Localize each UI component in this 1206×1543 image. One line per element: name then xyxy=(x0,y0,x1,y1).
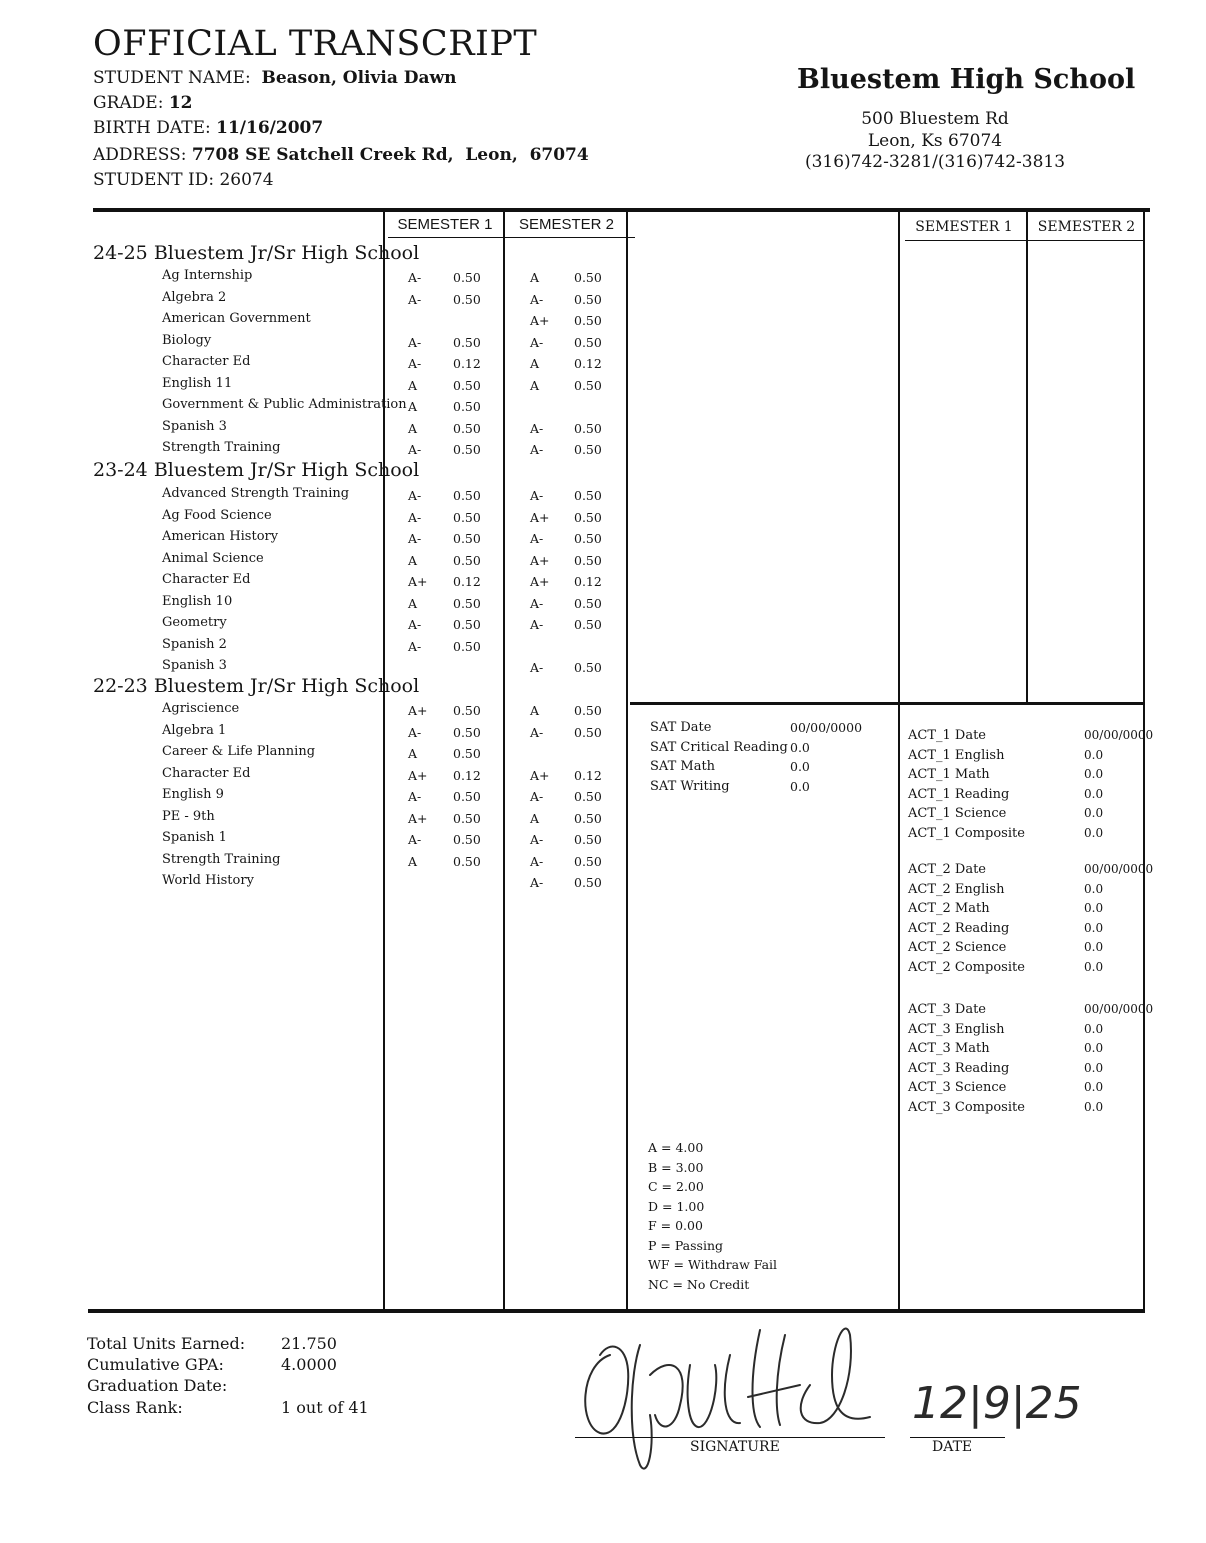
sem2-credit: 0.50 xyxy=(574,488,602,503)
sem2-grade: A- xyxy=(530,853,544,869)
sem2-credit: 0.50 xyxy=(574,595,602,611)
course-name: Character Ed xyxy=(162,572,251,587)
sem2-credit: 0.12 xyxy=(574,574,602,589)
act-value: 0.0 xyxy=(1084,881,1104,896)
date-line xyxy=(910,1437,1005,1438)
birth-date-label: BIRTH DATE: xyxy=(93,118,211,138)
sem2-grade: A- xyxy=(530,531,544,546)
sem1-credit: 0.12 xyxy=(453,574,481,589)
sem2-grade: A xyxy=(530,810,540,826)
sem2-credit: 0.50 xyxy=(574,442,602,457)
sem2-grade: A- xyxy=(530,488,544,503)
sem2-grade: A+ xyxy=(530,574,550,589)
school-name: Bluestem High School xyxy=(797,64,1136,95)
sem2-grade: A- xyxy=(530,875,544,890)
course-name: Biology xyxy=(162,332,212,348)
sem1-credit: 0.50 xyxy=(453,488,481,503)
address-value: 7708 SE Satchell Creek Rd, Leon, 67074 xyxy=(191,145,589,165)
act-value: 0.0 xyxy=(1084,1041,1104,1056)
sat-label: SAT Math xyxy=(650,759,716,774)
handwritten-signature xyxy=(570,1315,890,1490)
sem1-grade: A- xyxy=(408,789,422,804)
course-name: Spanish 2 xyxy=(162,636,227,652)
sem1-credit: 0.50 xyxy=(453,789,481,804)
sem1-credit: 0.50 xyxy=(453,552,481,568)
right-semester-header-rule xyxy=(905,240,1145,241)
table-top-rule xyxy=(93,208,1150,212)
tests-top-rule xyxy=(630,702,1145,705)
sem1-grade: A- xyxy=(408,531,422,546)
sem1-credit: 0.50 xyxy=(453,377,481,393)
sem1-grade: A+ xyxy=(408,703,428,718)
student-name-line xyxy=(93,68,457,88)
sem2-grade: A- xyxy=(530,832,544,847)
sat-value: 0.0 xyxy=(790,778,810,794)
sem2-credit: 0.50 xyxy=(574,377,602,393)
sem2-credit: 0.50 xyxy=(574,724,602,740)
sem1-grade: A- xyxy=(408,291,422,307)
sem1-grade: A xyxy=(408,399,418,414)
right-semester-1-header: SEMESTER 1 xyxy=(915,219,1013,235)
course-name: Geometry xyxy=(162,615,227,630)
sem1-grade: A- xyxy=(408,724,422,740)
sem2-grade: A- xyxy=(530,617,544,632)
student-id-label: STUDENT ID: xyxy=(93,170,215,190)
sem2-grade: A+ xyxy=(530,313,550,328)
sem1-grade: A- xyxy=(408,356,422,371)
address-line xyxy=(93,145,589,165)
school-year-heading: 22-23 Bluestem Jr/Sr High School xyxy=(93,675,420,697)
act-value: 00/00/0000 xyxy=(1084,1002,1154,1016)
sem1-credit: 0.50 xyxy=(453,724,481,740)
course-name: English 9 xyxy=(162,787,224,802)
grade-key-entry: P = Passing xyxy=(648,1237,724,1253)
course-name: Spanish 1 xyxy=(162,830,227,845)
right-semester-2-header: SEMESTER 2 xyxy=(1037,219,1136,235)
act-label: ACT_3 Science xyxy=(908,1080,1007,1096)
sem1-credit: 0.50 xyxy=(453,595,481,611)
sem2-grade: A- xyxy=(530,420,544,436)
school-street: 500 Bluestem Rd xyxy=(861,109,1009,129)
semester-header-rule xyxy=(388,237,635,238)
act-label: ACT_1 Science xyxy=(908,806,1007,822)
act-label: ACT_1 Math xyxy=(908,767,990,783)
course-name: Character Ed xyxy=(162,765,251,781)
sem1-credit: 0.50 xyxy=(453,420,481,436)
act-label: ACT_3 Composite xyxy=(908,1100,1025,1115)
sem2-credit: 0.50 xyxy=(574,270,602,285)
student-id-value: 26074 xyxy=(219,170,274,190)
semester-2-header: SEMESTER 2 xyxy=(518,216,615,233)
sem2-grade: A xyxy=(530,356,540,371)
course-name: Advanced Strength Training xyxy=(162,486,350,501)
act-label: ACT_3 Math xyxy=(908,1041,990,1057)
act-value: 0.0 xyxy=(1084,767,1104,782)
sat-value: 0.0 xyxy=(790,739,810,755)
course-name: Spanish 3 xyxy=(162,658,227,673)
total-units-label: Total Units Earned: xyxy=(87,1334,246,1353)
sem1-credit: 0.50 xyxy=(453,509,481,525)
course-name: Character Ed xyxy=(162,354,251,369)
sem2-grade: A- xyxy=(530,660,544,675)
sem2-credit: 0.50 xyxy=(574,531,602,546)
act-label: ACT_2 English xyxy=(908,881,1005,897)
sem1-credit: 0.12 xyxy=(453,356,481,371)
act-value: 00/00/0000 xyxy=(1084,862,1154,876)
sem1-credit: 0.50 xyxy=(453,334,481,350)
col-divider-5 xyxy=(1026,212,1028,702)
act-value: 0.0 xyxy=(1084,1080,1104,1095)
course-name: American History xyxy=(162,529,279,544)
col-divider-2 xyxy=(503,212,505,1311)
class-rank-value: 1 out of 41 xyxy=(281,1398,369,1417)
sem2-grade: A- xyxy=(530,789,544,804)
act-value: 0.0 xyxy=(1084,806,1104,821)
sem1-credit: 0.50 xyxy=(453,270,481,285)
gpa-value: 4.0000 xyxy=(281,1355,337,1374)
act-label: ACT_2 Date xyxy=(908,862,986,877)
act-value: 0.0 xyxy=(1084,901,1104,916)
act-label: ACT_2 Science xyxy=(908,940,1007,956)
school-year-heading: 23-24 Bluestem Jr/Sr High School xyxy=(93,459,420,481)
course-name: Animal Science xyxy=(162,550,264,566)
sem1-credit: 0.50 xyxy=(453,638,481,654)
signature-line xyxy=(575,1437,885,1438)
sem2-grade: A xyxy=(530,377,540,393)
class-rank-label: Class Rank: xyxy=(87,1398,183,1417)
act-label: ACT_3 Date xyxy=(908,1002,986,1017)
sem2-credit: 0.50 xyxy=(574,509,602,525)
act-value: 00/00/0000 xyxy=(1084,728,1154,742)
act-value: 0.0 xyxy=(1084,1100,1104,1114)
sem1-grade: A- xyxy=(408,334,422,350)
act-label: ACT_1 Composite xyxy=(908,826,1025,841)
sem2-credit: 0.50 xyxy=(574,313,602,328)
act-label: ACT_2 Composite xyxy=(908,960,1025,975)
sem1-grade: A- xyxy=(408,832,422,847)
course-name: Strength Training xyxy=(162,440,281,455)
col-divider-3 xyxy=(626,212,628,1311)
sem1-grade: A xyxy=(408,853,418,869)
col-divider-6 xyxy=(1143,212,1145,1311)
act-value: 0.0 xyxy=(1084,747,1104,762)
sem2-grade: A xyxy=(530,270,540,285)
grade-line xyxy=(93,93,193,113)
sem1-credit: 0.50 xyxy=(453,617,481,632)
sem2-credit: 0.50 xyxy=(574,617,602,632)
sem2-credit: 0.50 xyxy=(574,875,602,890)
col-divider-4 xyxy=(898,212,900,1311)
act-value: 0.0 xyxy=(1084,960,1104,974)
sat-label: SAT Writing xyxy=(650,778,730,794)
sat-value: 00/00/0000 xyxy=(790,720,863,735)
sem1-credit: 0.50 xyxy=(453,531,481,546)
sem2-grade: A- xyxy=(530,442,544,457)
grade-key-entry: A = 4.00 xyxy=(648,1140,704,1155)
sat-label: SAT Date xyxy=(650,720,712,735)
grade-key-entry: NC = No Credit xyxy=(648,1276,750,1292)
col-divider-1 xyxy=(383,212,385,1311)
sem2-grade: A- xyxy=(530,724,544,740)
sem2-credit: 0.50 xyxy=(574,789,602,804)
sem2-credit: 0.50 xyxy=(574,703,602,718)
sem1-grade: A xyxy=(408,377,418,393)
sem2-credit: 0.12 xyxy=(574,356,602,371)
course-name: English 11 xyxy=(162,375,233,391)
date-label: DATE xyxy=(932,1439,973,1455)
act-label: ACT_2 Reading xyxy=(908,920,1010,936)
course-name: Algebra 2 xyxy=(162,289,227,305)
sem1-credit: 0.50 xyxy=(453,442,481,457)
gpa-label: Cumulative GPA: xyxy=(87,1355,224,1374)
course-name: Government & Public Administration xyxy=(162,397,407,412)
act-label: ACT_3 Reading xyxy=(908,1060,1010,1076)
address-label: ADDRESS: xyxy=(93,145,187,165)
course-name: English 10 xyxy=(162,593,233,609)
act-label: ACT_1 English xyxy=(908,747,1005,763)
sem2-grade: A xyxy=(530,703,540,718)
act-label: ACT_1 Date xyxy=(908,728,986,743)
sem1-grade: A- xyxy=(408,442,422,457)
grade-key-entry: C = 2.00 xyxy=(648,1179,704,1194)
act-value: 0.0 xyxy=(1084,1060,1104,1075)
sem2-credit: 0.50 xyxy=(574,291,602,307)
sem2-grade: A+ xyxy=(530,552,550,568)
signature-label: SIGNATURE xyxy=(690,1439,780,1455)
grade-value: 12 xyxy=(168,93,193,113)
sem2-credit: 0.50 xyxy=(574,334,602,350)
handwritten-date: 12|9|25 xyxy=(912,1378,1082,1429)
sem1-grade: A- xyxy=(408,509,422,525)
sem1-credit: 0.12 xyxy=(453,767,481,783)
sem1-grade: A xyxy=(408,552,418,568)
act-value: 0.0 xyxy=(1084,920,1104,935)
sem1-grade: A+ xyxy=(408,767,428,783)
school-year-heading: 24-25 Bluestem Jr/Sr High School xyxy=(93,242,420,264)
sem1-grade: A- xyxy=(408,270,422,285)
grade-key-entry: F = 0.00 xyxy=(648,1218,703,1233)
sem1-credit: 0.50 xyxy=(453,291,481,307)
table-bottom-rule xyxy=(88,1309,1145,1313)
act-value: 0.0 xyxy=(1084,940,1104,955)
act-label: ACT_2 Math xyxy=(908,901,990,917)
sem2-credit: 0.50 xyxy=(574,552,602,568)
course-name: Agriscience xyxy=(162,701,240,716)
course-name: Spanish 3 xyxy=(162,418,227,434)
sem1-credit: 0.50 xyxy=(453,746,481,761)
sem2-credit: 0.50 xyxy=(574,420,602,436)
total-units-value: 21.750 xyxy=(281,1334,337,1353)
course-name: World History xyxy=(162,873,254,888)
sat-value: 0.0 xyxy=(790,759,810,774)
course-name: Career & Life Planning xyxy=(162,744,316,759)
birth-date-value: 11/16/2007 xyxy=(216,118,324,138)
course-name: PE - 9th xyxy=(162,808,215,824)
student-name: Beason, Olivia Dawn xyxy=(261,68,457,88)
birth-date-line xyxy=(93,118,323,138)
grade-key-entry: WF = Withdraw Fail xyxy=(648,1257,778,1272)
grade-label: GRADE: xyxy=(93,93,164,113)
sem2-credit: 0.50 xyxy=(574,832,602,847)
act-label: ACT_3 English xyxy=(908,1021,1005,1037)
sem1-grade: A- xyxy=(408,617,422,632)
sem2-grade: A- xyxy=(530,291,544,307)
sat-label: SAT Critical Reading xyxy=(650,739,788,755)
sem2-credit: 0.12 xyxy=(574,767,602,783)
course-name: Ag Food Science xyxy=(162,507,272,523)
sem1-grade: A xyxy=(408,746,418,761)
course-name: American Government xyxy=(162,311,311,326)
course-name: Algebra 1 xyxy=(162,722,227,738)
act-value: 0.0 xyxy=(1084,1021,1104,1036)
sem2-grade: A+ xyxy=(530,767,550,783)
sem1-grade: A- xyxy=(408,488,422,503)
document-title: OFFICIAL TRANSCRIPT xyxy=(93,24,538,64)
sem1-grade: A- xyxy=(408,638,422,654)
sem2-credit: 0.50 xyxy=(574,660,602,675)
sem1-grade: A+ xyxy=(408,810,428,826)
sem1-credit: 0.50 xyxy=(453,810,481,826)
grade-key-entry: B = 3.00 xyxy=(648,1159,704,1175)
sem2-grade: A+ xyxy=(530,509,550,525)
sem1-credit: 0.50 xyxy=(453,399,481,414)
graduation-date-label: Graduation Date: xyxy=(87,1376,228,1395)
sem2-grade: A- xyxy=(530,334,544,350)
sem1-grade: A+ xyxy=(408,574,428,589)
sem2-credit: 0.50 xyxy=(574,810,602,826)
act-value: 0.0 xyxy=(1084,826,1104,840)
student-name-label: STUDENT NAME: xyxy=(93,68,251,88)
sem2-credit: 0.50 xyxy=(574,853,602,869)
sem2-grade: A- xyxy=(530,595,544,611)
school-city: Leon, Ks 67074 xyxy=(867,131,1003,151)
course-name: Ag Internship xyxy=(162,268,253,283)
student-id-line xyxy=(93,170,274,190)
act-value: 0.0 xyxy=(1084,786,1104,801)
grade-key-entry: D = 1.00 xyxy=(648,1198,705,1214)
school-phone: (316)742-3281/(316)742-3813 xyxy=(804,152,1066,172)
sem1-credit: 0.50 xyxy=(453,832,481,847)
sem1-credit: 0.50 xyxy=(453,853,481,869)
course-name: Strength Training xyxy=(162,851,281,867)
sem1-grade: A xyxy=(408,595,418,611)
sem1-grade: A xyxy=(408,420,418,436)
sem1-credit: 0.50 xyxy=(453,703,481,718)
act-label: ACT_1 Reading xyxy=(908,786,1010,802)
semester-1-header: SEMESTER 1 xyxy=(397,216,493,233)
